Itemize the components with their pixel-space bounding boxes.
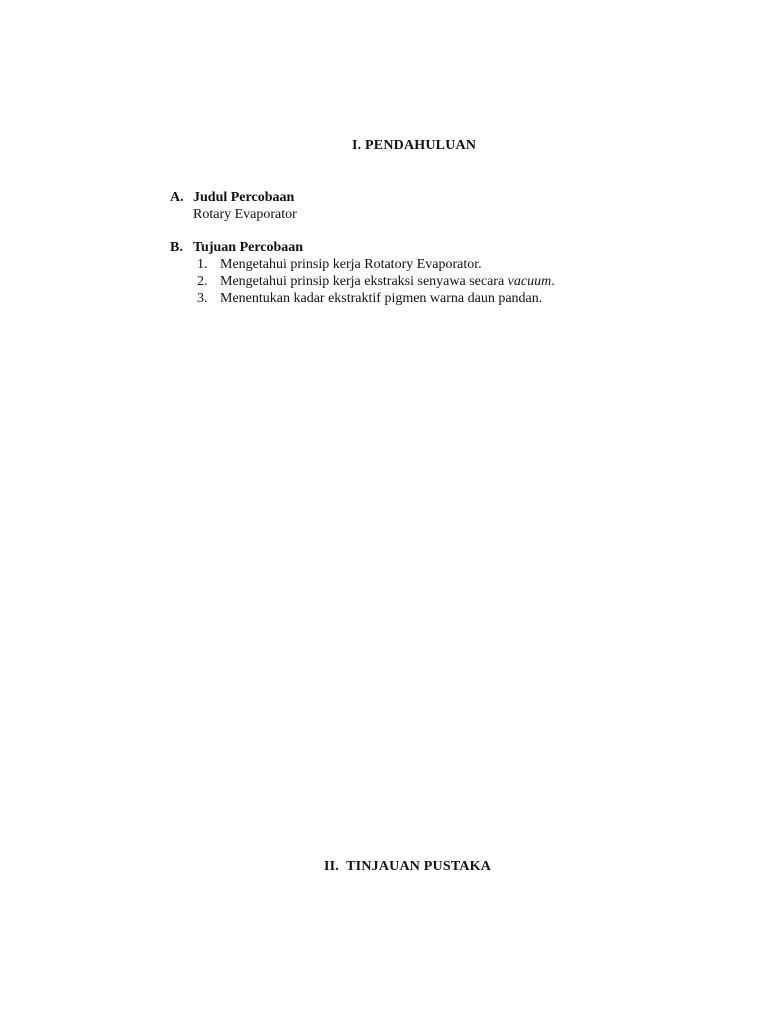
- section-a-body: Rotary Evaporator: [193, 207, 297, 222]
- section-a-letter: A.: [170, 190, 184, 205]
- list-item-number: 2.: [197, 274, 208, 289]
- section-b-title: Tujuan Percobaan: [193, 240, 304, 255]
- section-tujuan-percobaan: [170, 239, 555, 307]
- list-item-italic-term: vacuum: [507, 274, 552, 289]
- heading-2-text: II. TINJAUAN PUSTAKA: [324, 859, 492, 874]
- list-item-text: Mengetahui prinsip kerja ekstraksi senyawa secara: [220, 274, 508, 289]
- list-item-text: Menentukan kadar ekstraktif pigmen warna daun pandan.: [220, 291, 543, 306]
- list-item-text: Mengetahui prinsip kerja Rotatory Evaporator.: [220, 257, 482, 272]
- heading-tinjauan-pustaka: [324, 859, 491, 875]
- section-b-letter: B.: [170, 240, 183, 255]
- objectives-list: [170, 256, 555, 307]
- section-judul-percobaan: [170, 189, 297, 223]
- list-item: [170, 256, 555, 273]
- section-a-title: Judul Percobaan: [193, 190, 295, 205]
- heading-pendahuluan: I. PENDAHULUAN: [352, 138, 477, 153]
- list-item-number: 3.: [197, 291, 208, 306]
- list-item: [170, 273, 555, 290]
- section-a-title-line: [170, 189, 297, 206]
- list-item: [170, 290, 555, 307]
- list-item-suffix: .: [551, 274, 555, 289]
- section-b-title-line: [170, 239, 555, 256]
- list-item-number: 1.: [197, 257, 208, 272]
